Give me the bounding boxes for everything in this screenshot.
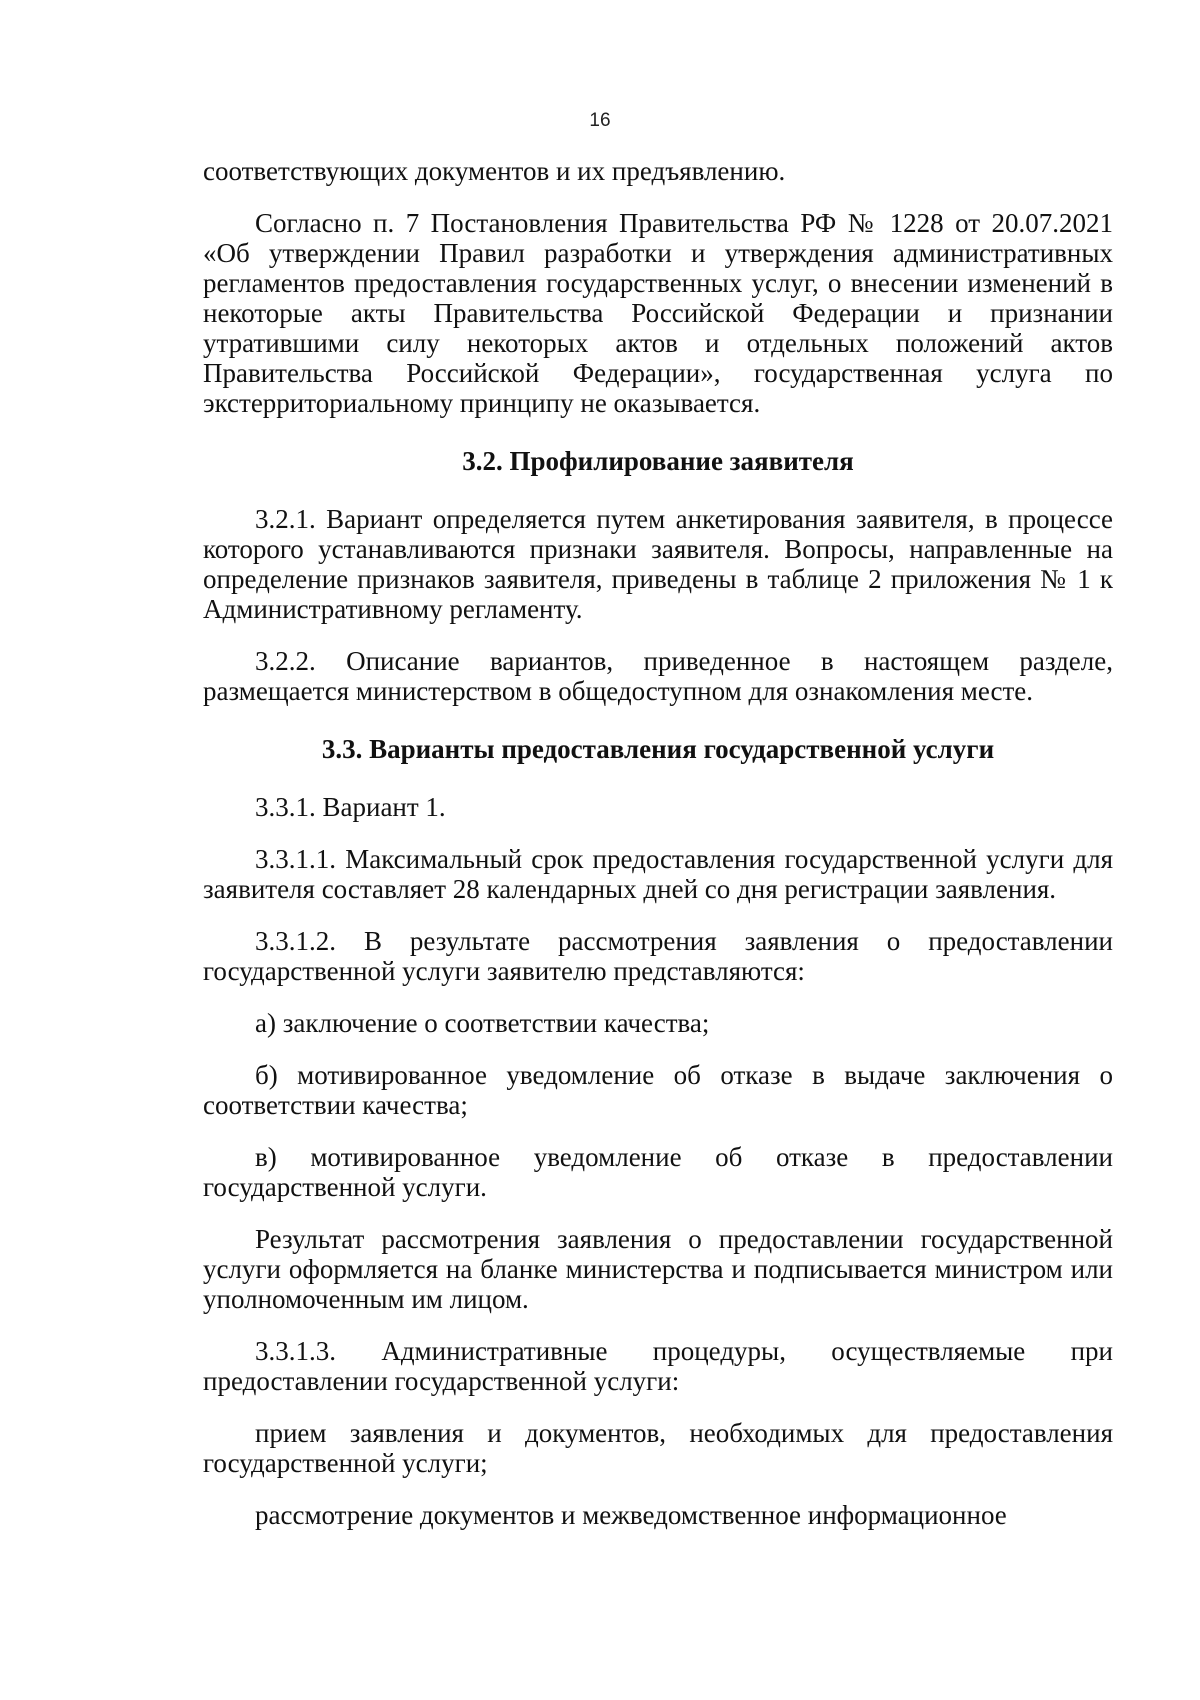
paragraph-3-3-1-3: 3.3.1.3. Административные процедуры, осуществляемые при предоставлении государственной услуги: (203, 1336, 1113, 1396)
paragraph-result-form: Результат рассмотрения заявления о предоставлении государственной услуги оформляется на бланке министерства и подписывается министром или уполномоченным им лицом. (203, 1224, 1113, 1314)
procedure-item-reception: прием заявления и документов, необходимых для предоставления государственной услуги; (203, 1418, 1113, 1478)
page-number: 16 (589, 110, 611, 131)
paragraph-3-3-1-2: 3.3.1.2. В результате рассмотрения заявления о предоставлении государственной услуги заявителю представляются: (203, 926, 1113, 986)
paragraph-extraterritorial: Согласно п. 7 Постановления Правительства РФ № 1228 от 20.07.2021 «Об утверждении Правил разработки и утверждения административных регламентов предоставления государственных услуг, о внесении изменений в некоторые акты Правительства Российской Федерации и признании утратившими силу некоторых актов и отдельных положений актов Правительства Российской Федерации», государственная услуга по экстерриториальному принципу не оказывается. (203, 208, 1113, 418)
paragraph-continuation: соответствующих документов и их предъявлению. (203, 156, 786, 186)
list-item-a: а) заключение о соответствии качества; (255, 1008, 710, 1038)
section-heading-3-2: 3.2. Профилирование заявителя (462, 446, 854, 476)
paragraph-3-3-1: 3.3.1. Вариант 1. (255, 792, 446, 822)
paragraph-3-2-2: 3.2.2. Описание вариантов, приведенное в настоящем разделе, размещается министерством в общедоступном для ознакомления месте. (203, 646, 1113, 706)
paragraph-3-3-1-1: 3.3.1.1. Максимальный срок предоставления государственной услуги для заявителя составляет 28 календарных дней со дня регистрации заявления. (203, 844, 1113, 904)
paragraph-3-2-1: 3.2.1. Вариант определяется путем анкетирования заявителя, в процессе которого устанавливаются признаки заявителя. Вопросы, направленные на определение признаков заявителя, приведены в таблице 2 приложения № 1 к Административному регламенту. (203, 504, 1113, 624)
list-item-b: б) мотивированное уведомление об отказе в выдаче заключения о соответствии качества; (203, 1060, 1113, 1120)
procedure-item-review: рассмотрение документов и межведомственное информационное (255, 1500, 1007, 1530)
document-body (203, 156, 1113, 1552)
section-heading-3-3: 3.3. Варианты предоставления государственной услуги (321, 734, 995, 764)
list-item-v: в) мотивированное уведомление об отказе в предоставлении государственной услуги. (203, 1142, 1113, 1202)
